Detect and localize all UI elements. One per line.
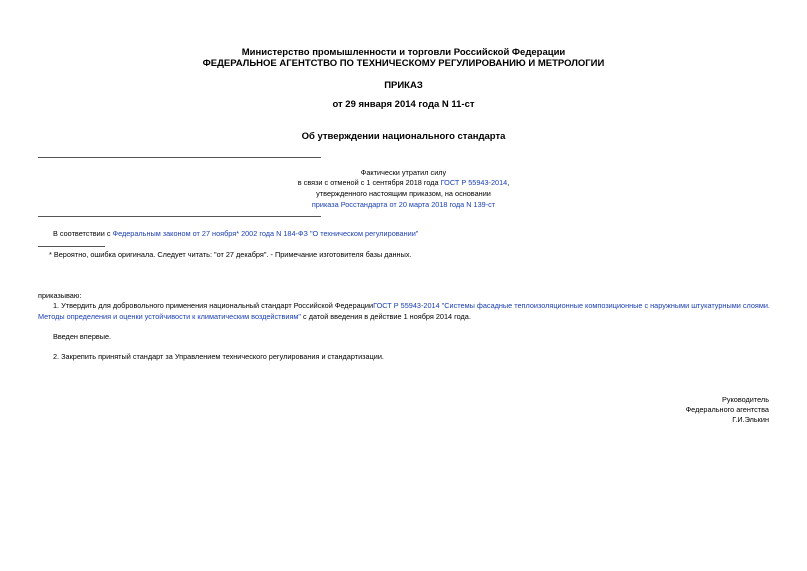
item-1-line-1: 1. Утвердить для добровольного применения национальный стандарт Российской ФедерацииГОСТ Р 55943-2014 "Системы фасадные теплоизоляционные композиционные с наружными штукатурными слоями. <box>53 301 770 310</box>
basis-paragraph: В соответствии с Федеральным законом от 27 ноября* 2002 года N 184-ФЗ "О техническом регулировании" <box>53 229 419 238</box>
divider-top <box>38 157 321 158</box>
item-1-line-2: Методы определения и оценки устойчивости к климатическим воздействиям" с датой введения в действие 1 ноября 2014 года. <box>38 312 471 321</box>
status-line-3: утвержденного настоящим приказом, на основании <box>316 189 491 198</box>
footnote-divider <box>38 246 105 247</box>
order-word: приказываю: <box>38 291 82 300</box>
item-2: 2. Закрепить принятый стандарт за Управлением технического регулирования и стандартизации. <box>53 352 384 361</box>
gost-link[interactable]: ГОСТ Р 55943-2014 <box>440 178 508 187</box>
divider-bottom <box>38 216 321 217</box>
ministry-title: Министерство промышленности и торговли Российской Федерации <box>241 47 566 58</box>
document-date: от 29 января 2014 года N 11-ст <box>332 99 475 110</box>
document-subject: Об утверждении национального стандарта <box>301 131 506 142</box>
signature-name: Г.И.Элькин <box>732 415 769 424</box>
standard-link[interactable]: ГОСТ Р 55943-2014 "Системы фасадные теплоизоляционные композиционные с наружными штукатурными слоями. <box>373 301 770 310</box>
federal-law-link[interactable]: Федеральным законом от 27 ноября* 2002 года N 184-ФЗ "О техническом регулировании" <box>112 229 419 238</box>
document-type: ПРИКАЗ <box>384 80 423 91</box>
introduced-note: Введен впервые. <box>53 332 112 341</box>
footnote: * Вероятно, ошибка оригинала. Следует читать: "от 27 декабря". - Примечание изготовителя базы данных. <box>49 250 412 259</box>
agency-title: ФЕДЕРАЛЬНОЕ АГЕНТСТВО ПО ТЕХНИЧЕСКОМУ РЕГУЛИРОВАНИЮ И МЕТРОЛОГИИ <box>202 58 605 69</box>
signature-position-1: Руководитель <box>721 395 769 404</box>
rosstandart-order-link[interactable]: приказа Росстандарта от 20 марта 2018 года N 139-ст <box>311 200 496 209</box>
signature-position-2: Федерального агентства <box>685 405 769 414</box>
status-line-4 <box>200 200 607 210</box>
status-line-1: Фактически утратил силу <box>360 168 447 177</box>
standard-link-continued[interactable]: Методы определения и оценки устойчивости к климатическим воздействиям" <box>38 312 302 321</box>
status-line-2: в связи с отменой с 1 сентября 2018 года ГОСТ Р 55943-2014, <box>297 178 510 187</box>
